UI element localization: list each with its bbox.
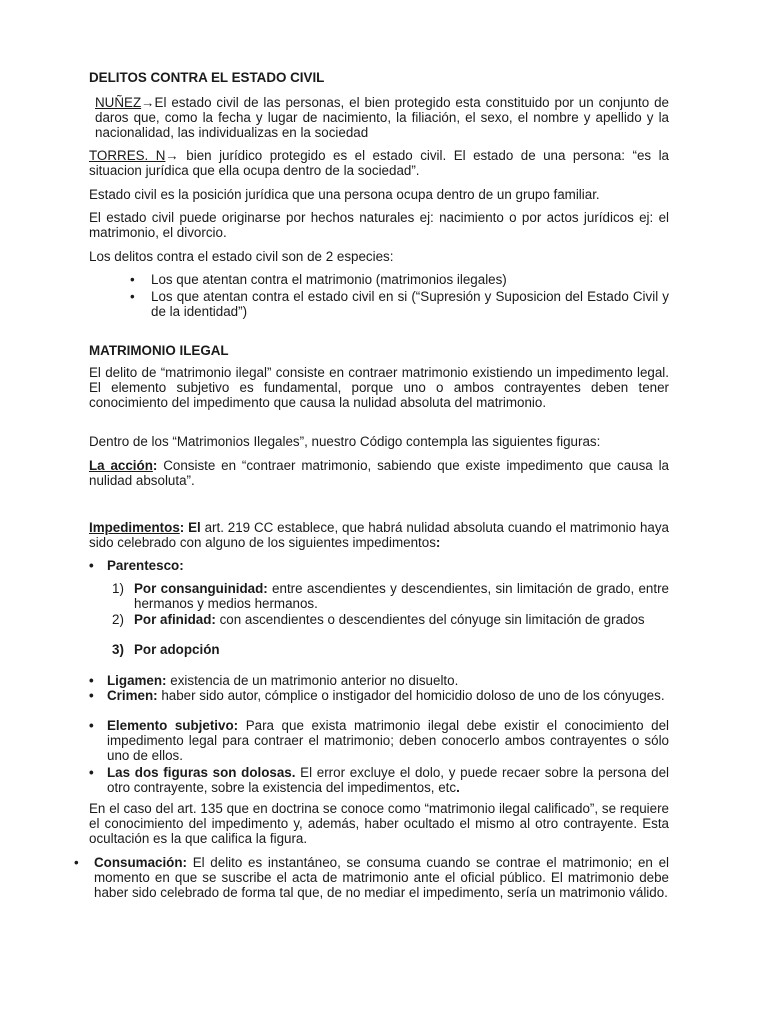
- label-consanguinidad: Por consanguinidad:: [134, 581, 268, 596]
- list-item-consanguinidad: [134, 581, 669, 611]
- paragraph-torres: [89, 148, 669, 178]
- impedimentos-el: El: [184, 520, 201, 535]
- number-2: 2): [112, 612, 124, 627]
- author-nunez: NUÑEZ: [95, 95, 142, 110]
- paragraph-art135: En el caso del art. 135 que en doctrina se conoce como “matrimonio ilegal calificado”, se requiere el conocimiento del impedimento y, además, haber ocultado el mismo al otro contrayente. Esta ocultación es la que califica la figura.: [89, 801, 669, 847]
- figuras-dolosas-text: El error excluye el dolo, y puede recaer sobre la persona del otro contrayente, sobre la existencia del impedimentos, etc: [107, 765, 669, 796]
- label-parentesco: Parentesco:: [107, 558, 184, 573]
- label-figuras-dolosas: Las dos figuras son dolosas.: [107, 765, 296, 780]
- list-item-afinidad: [134, 612, 669, 627]
- label-crimen: Crimen:: [107, 688, 158, 703]
- list-item-especie-1: Los que atentan contra el matrimonio (matrimonios ilegales): [151, 272, 507, 287]
- arrow-icon: →: [141, 95, 155, 110]
- list-item-adopcion: [134, 642, 669, 657]
- label-impedimentos: Impedimentos: [89, 520, 180, 535]
- bullet-icon: •: [130, 289, 135, 304]
- label-adopcion: Por adopción: [134, 642, 220, 657]
- bullet-icon: •: [74, 855, 79, 870]
- heading-matrimonio-ilegal: MATRIMONIO ILEGAL: [89, 343, 229, 358]
- bullet-icon: •: [89, 765, 94, 780]
- number-1: 1): [112, 581, 124, 596]
- impedimentos-text: art. 219 CC establece, que habrá nulidad absoluta cuando el matrimonio haya sido celebrado con alguno de los siguientes impedimentos: [89, 520, 669, 551]
- paragraph-consumacion: [94, 855, 669, 901]
- accion-text: Consiste en “contraer matrimonio, sabiendo que existe impedimento que causa la nulidad absoluta”.: [89, 458, 670, 489]
- figuras-dolosas-end: .: [456, 780, 460, 796]
- label-consumacion: Consumación:: [94, 855, 187, 870]
- paragraph-impedimentos: [89, 520, 669, 550]
- list-item-figuras-dolosas: [107, 765, 669, 795]
- bullet-icon: •: [130, 272, 135, 287]
- paragraph-delito: El delito de “matrimonio ilegal” consiste en contraer matrimonio existiendo un impedimento legal. El elemento subjetivo es fundamental, porque uno o ambos contrayentes deben tener conocimiento del impedimento que causa la nulidad absoluta del matrimonio.: [89, 365, 669, 411]
- label-accion: La acción: [89, 458, 153, 473]
- bullet-icon: •: [89, 673, 94, 688]
- list-item-crimen: [107, 688, 669, 703]
- ligamen-text: existencia de un matrimonio anterior no disuelto.: [166, 673, 459, 688]
- paragraph-dentro: Dentro de los “Matrimonios Ilegales”, nuestro Código contempla las siguientes figuras:: [89, 434, 601, 449]
- author-torres: TORRES. N: [89, 148, 166, 163]
- colon: :: [179, 520, 185, 535]
- afinidad-text: con ascendientes o descendientes del cónyuge sin limitación de grados: [215, 612, 645, 627]
- arrow-icon: →: [165, 148, 179, 163]
- bullet-icon: •: [89, 688, 94, 703]
- consanguinidad-text: entre ascendientes y descendientes, sin limitación de grado, entre hermanos y medios hermanos.: [134, 581, 669, 612]
- impedimentos-end: :: [435, 535, 441, 551]
- paragraph-nunez: [95, 95, 669, 141]
- paragraph-accion: [89, 458, 669, 488]
- elemento-subjetivo-text: Para que exista matrimonio ilegal debe existir el conocimiento del impedimento legal para contraer el matrimonio; deben conocerlo ambos contrayentes o sólo uno de ellos.: [107, 718, 669, 764]
- label-afinidad: Por afinidad:: [134, 612, 216, 627]
- number-3: 3): [112, 642, 124, 657]
- list-item-ligamen: [107, 673, 669, 688]
- list-item-especie-2: Los que atentan contra el estado civil en si (“Supresión y Suposicion del Estado Civil y de la identidad”): [151, 289, 669, 320]
- heading-delitos: DELITOS CONTRA EL ESTADO CIVIL: [89, 70, 325, 85]
- colon: :: [152, 458, 158, 473]
- paragraph-especies: Los delitos contra el estado civil son de 2 especies:: [89, 249, 394, 264]
- label-elemento-subjetivo: Elemento subjetivo:: [107, 718, 239, 733]
- nunez-text: El estado civil de las personas, el bien protegido esta constituido por un conjunto de daros que, como la fecha y lugar de nacimiento, la filiación, el sexo, el nombre y apellido y la nacionalidad, las individualizas en la sociedad: [95, 95, 669, 141]
- bullet-icon: •: [89, 718, 94, 733]
- list-item-elemento-subjetivo: [107, 718, 669, 764]
- crimen-text: haber sido autor, cómplice o instigador del homicidio doloso de uno de los cónyuges.: [157, 688, 665, 703]
- torres-text: bien jurídico protegido es el estado civil. El estado de una persona: “es la situacion jurídica que ella ocupa dentro de la sociedad”.: [89, 148, 669, 179]
- label-ligamen: Ligamen:: [107, 673, 167, 688]
- consumacion-text: El delito es instantáneo, se consuma cuando se contrae el matrimonio; en el momento en que se suscribe el acta de matrimonio ante el oficial público. El matrimonio debe haber sido celebrado de forma tal que, de no mediar el impedimento, sería un matrimonio válido.: [94, 855, 669, 901]
- bullet-icon: •: [89, 558, 94, 573]
- paragraph-origen: El estado civil puede originarse por hechos naturales ej: nacimiento o por actos jurídicos ej: el matrimonio, el divorcio.: [89, 210, 669, 241]
- paragraph-estado-civil: Estado civil es la posición jurídica que una persona ocupa dentro de un grupo familiar.: [89, 187, 600, 202]
